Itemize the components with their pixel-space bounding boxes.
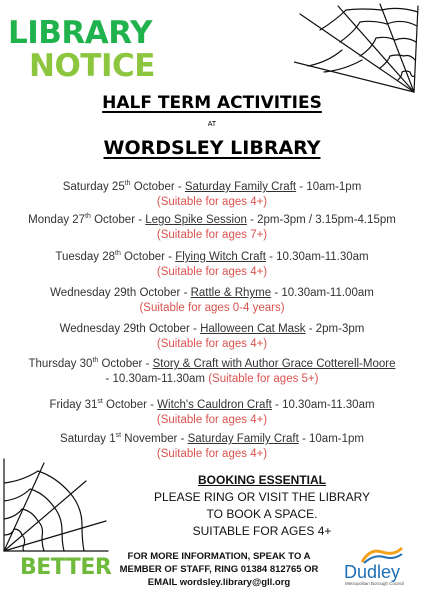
booking-heading: BOOKING ESSENTIAL <box>197 473 326 487</box>
suitable-label: (Suitable for ages 7+) <box>156 229 268 241</box>
event-item: Saturday 1st November - Saturday Family Craft - 10am-1pm (Suitable for ages 4+) <box>0 432 424 462</box>
spider-web-icon <box>294 0 424 105</box>
dudley-logo: Dudley <box>344 562 401 582</box>
at-label: AT <box>207 121 217 128</box>
booking-line: PLEASE RING OR VISIT THE LIBRARY <box>153 490 371 504</box>
booking-line: SUITABLE FOR AGES 4+ <box>192 524 332 538</box>
suitable-label: (Suitable for ages 5+) <box>208 373 319 385</box>
suitable-label: (Suitable for ages 0-4 years) <box>139 302 285 314</box>
event-item: Friday 31st October - Witch's Cauldron Craft - 10.30am-11.30am (Suitable for ages 4+) <box>0 398 424 428</box>
suitable-label: (Suitable for ages 4+) <box>156 448 268 460</box>
event-item: Monday 27th October - Lego Spike Session - 2pm-3pm / 3.15pm-4.15pm (Suitable for ages 7+) <box>0 213 424 243</box>
event-item: Wednesday 29th October - Halloween Cat Mask - 2pm-3pm (Suitable for ages 4+) <box>0 322 424 352</box>
suitable-label: (Suitable for ages 4+) <box>156 266 268 278</box>
booking-line: TO BOOK A SPACE. <box>206 507 318 521</box>
library-name: WORDSLEY LIBRARY <box>103 137 321 159</box>
suitable-label: (Suitable for ages 4+) <box>156 414 268 426</box>
dudley-logo-subtitle: Metropolitan Borough Council <box>345 581 405 586</box>
event-item: Thursday 30th October - Story & Craft with Author Grace Cotterell-Moore - 10.30am-11.30am (Suitable for ages 5+) <box>28 357 396 385</box>
footer-info: FOR MORE INFORMATION, SPEAK TO A MEMBER OF STAFF, RING 01384 812765 OR EMAIL wordsley.library@gll.org <box>119 551 319 588</box>
suitable-label: (Suitable for ages 4+) <box>156 338 268 350</box>
event-item: Tuesday 28th October - Flying Witch Craft - 10.30am-11.30am (Suitable for ages 4+) <box>0 250 424 280</box>
event-item: Saturday 25th October - Saturday Family Craft - 10am-1pm (Suitable for ages 4+) <box>0 180 424 210</box>
page-title: HALF TERM ACTIVITIES <box>102 93 322 113</box>
better-logo: BETTER <box>20 555 112 580</box>
library-heading: LIBRARY <box>8 15 152 51</box>
suitable-label: (Suitable for ages 4+) <box>156 196 268 208</box>
event-item: Wednesday 29th October - Rattle & Rhyme - 10.30am-11.00am (Suitable for ages 0-4 years) <box>0 286 424 316</box>
notice-heading: NOTICE <box>29 48 155 84</box>
